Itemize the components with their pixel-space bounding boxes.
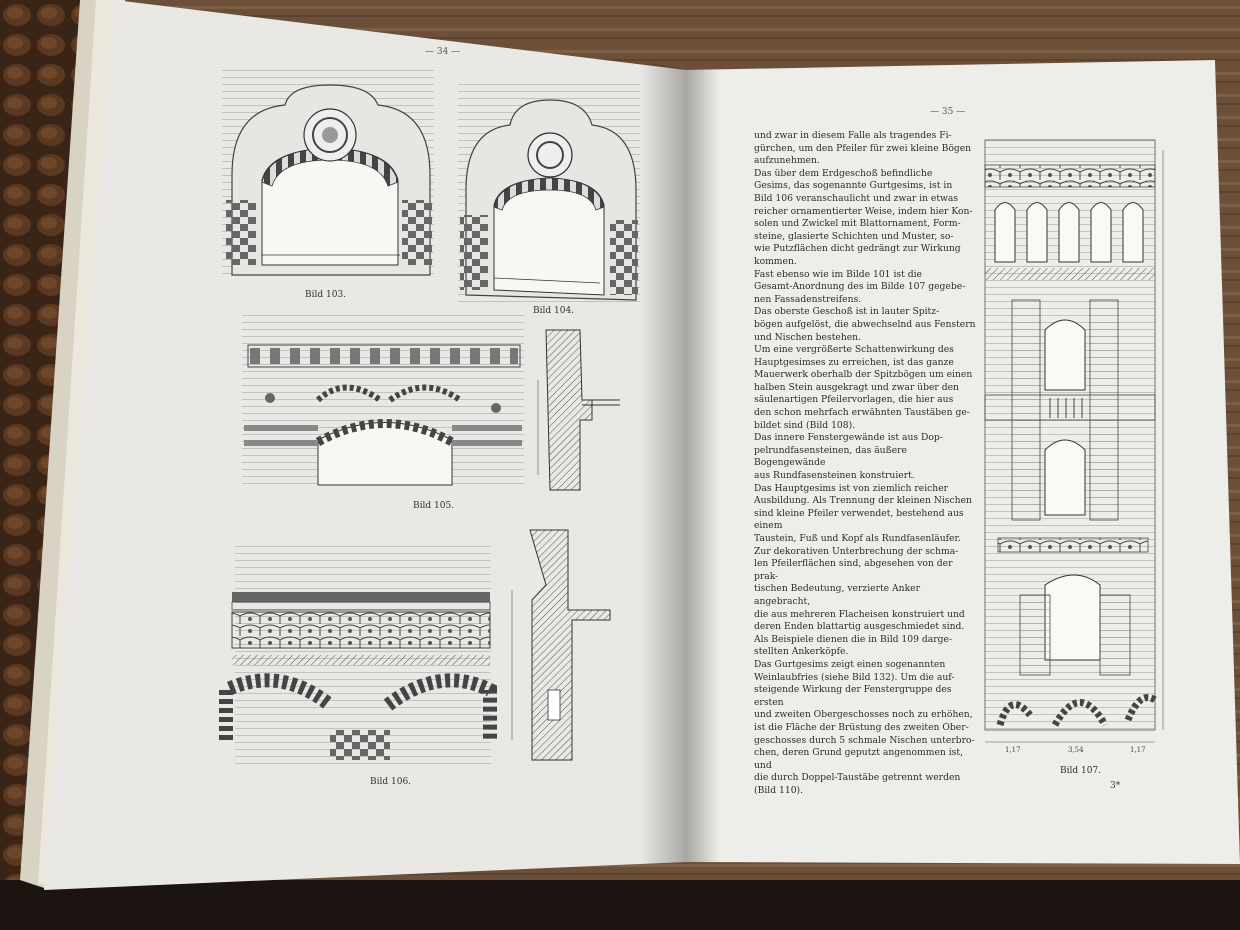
caption-bild-103: Bild 103. [305, 290, 347, 300]
caption-bild-104: Bild 104. [533, 306, 575, 316]
figure-bild-104 [458, 80, 640, 305]
page-number-right: — 35 — [930, 107, 966, 117]
dim-right: 1,17 [1130, 746, 1146, 754]
figure-bild-107 [985, 140, 1163, 742]
dim-middle: 3,54 [1068, 746, 1084, 754]
caption-bild-107: Bild 107. [1060, 766, 1102, 776]
page-number-left: — 34 — [425, 47, 461, 57]
caption-bild-105: Bild 105. [413, 501, 455, 511]
body-text-right-page: und zwar in diesem Falle als tragendes Fi- gürchen, um den Pfeiler für zwei kleine Bögen aufzunehmen. Das über dem Erdgeschoß befindliche Gesims, das sogenannte Gurtgesims, ist in Bild 106 veranschaulicht und zwar in etwas reicher ornamentierter Weise, indem hier Kon- solen und Zwickel mit Blattornament, Form- steine, glasierte Schichten und Muster, so- wie Putzflächen dicht gedrängt zur Wirkung kommen. Fast ebenso wie im Bilde 101 ist die Gesamt-Anordnung des im Bilde 107 gegebe- nen Fassadenstreifens. Das oberste Geschoß ist in lauter Spitz- bögen aufgelöst, die abwechselnd aus Fenstern und Nischen bestehen. Um eine vergrößerte Schattenwirkung des Hauptgesimses zu erreichen, ist das ganze Mauerwerk oberhalb der Spitzbögen um einen halben Stein ausgekragt und zwar über den säulenartigen Pfeilervorlagen, die hier aus den schon mehrfach erwähnten Taustäben ge- bildet sind (Bild 108). Das innere Fenstergewände ist aus Dop- pelrundfasensteinen, das äußere Bogengewände aus Rundfasensteinen konstruiert. Das Hauptgesims ist von ziemlich reicher Ausbildung. Als Trennung der kleinen Nischen sind kleine Pfeiler verwendet, bestehend aus einem Taustein, Fuß und Kopf als Rundfasenläufer. Zur dekorativen Unterbrechung der schma- len Pfeilerflächen sind, abgesehen von der prak- tischen Bedeutung, verzierte Anker angebracht, die aus mehreren Flacheisen konstruiert und deren Enden blattartig ausgeschmiedet sind. Als Beispiele dienen die in Bild 109 darge- stellten Ankerköpfe. Das Gurtgesims zeigt einen sogenannten Weinlaubfries (siehe Bild 132). Um die auf- steigende Wirkung der Fenstergruppe des ersten und zweiten Obergeschosses noch zu erhöhen, ist die Fläche der Brüstung des zweiten Ober- geschosses durch 5 schmale Nischen unterbro- chen, deren Grund geputzt angenommen ist, und die durch Doppel-Taustäbe getrennt werden (Bild 110). [754, 130, 976, 796]
figure-bild-105 [242, 310, 524, 485]
dim-left: 1,17 [1005, 746, 1021, 754]
signature-mark: 3* [1110, 781, 1121, 791]
caption-bild-106: Bild 106. [370, 777, 412, 787]
figure-bild-106 [226, 540, 491, 765]
figure-bild-103 [222, 70, 434, 275]
